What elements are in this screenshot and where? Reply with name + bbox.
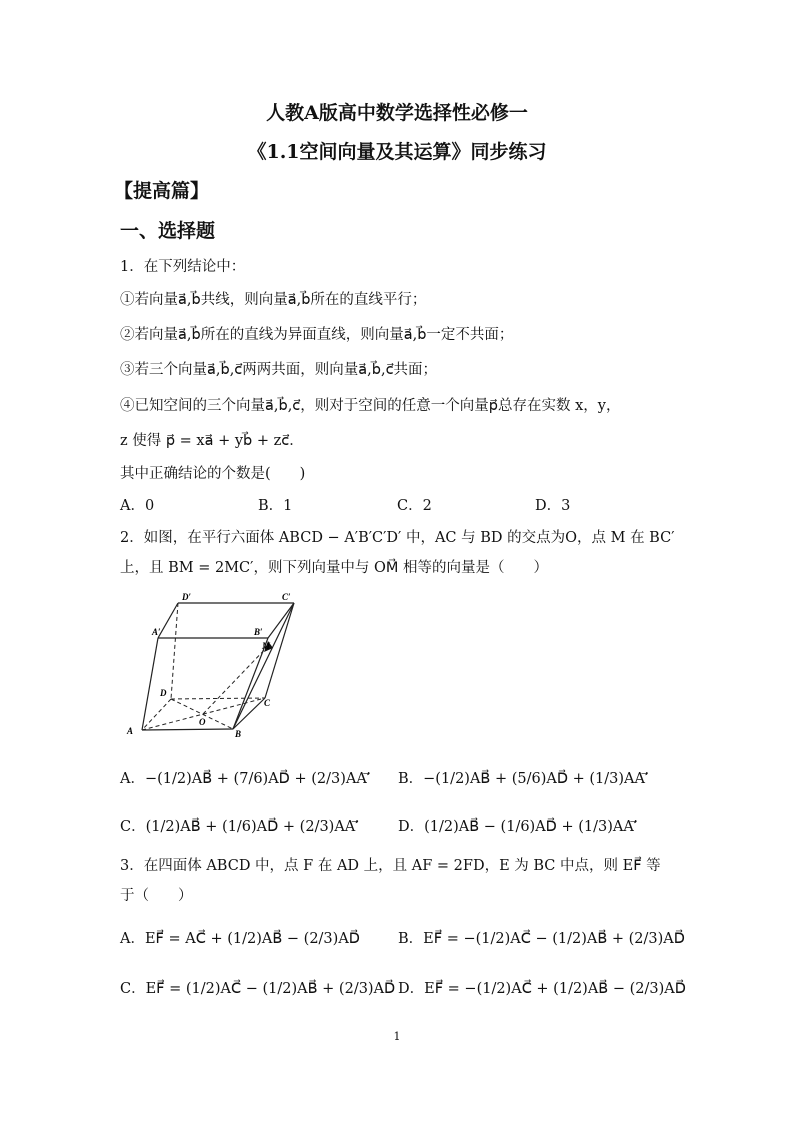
q3-option-d: D．EF⃗ = −(1/2)AC⃗ + (1/2)AB⃗ − (2/3)AD⃗	[398, 981, 686, 997]
fig-label-b-prime: B′	[254, 627, 263, 637]
q1-option-b: B．1	[258, 498, 293, 514]
section-level-heading: 【提高篇】	[114, 180, 210, 202]
fig-label-a: A	[127, 726, 134, 736]
q1-option-a: A．0	[120, 498, 155, 514]
q3-line-1: 3．在四面体 ABCD 中，点 F 在 AD 上，且 AF = 2FD，E 为 BC 中点，则 EF⃗ 等	[120, 858, 661, 874]
q1-statement-1: ①若向量a⃗,b⃗共线，则向量a⃗,b⃗所在的直线平行；	[120, 292, 427, 308]
q2-line-2: 上，且 BM = 2MC′，则下列向量中与 OM⃗ 相等的向量是（ ）	[120, 560, 549, 576]
q1-option-d: D．3	[535, 498, 571, 514]
q1-option-c: C．2	[397, 498, 432, 514]
q1-statement-3: ③若三个向量a⃗,b⃗,c⃗两两共面，则向量a⃗,b⃗,c⃗共面；	[120, 362, 438, 378]
q2-option-a: A．−(1/2)AB⃗ + (7/6)AD⃗ + (2/3)AA′⃗	[120, 771, 371, 787]
fig-label-d: D	[160, 688, 167, 698]
q3-line-2: 于（ ）	[120, 888, 193, 904]
q1-question: 其中正确结论的个数是( )	[120, 466, 306, 482]
fig-label-b: B	[235, 729, 242, 739]
q1-stem: 1．在下列结论中：	[120, 259, 246, 275]
fig-label-c: C	[264, 698, 271, 708]
fig-label-c-prime: C′	[282, 592, 291, 602]
q2-option-b: B．−(1/2)AB⃗ + (5/6)AD⃗ + (1/3)AA′⃗	[398, 771, 649, 787]
fig-label-d-prime: D′	[182, 592, 192, 602]
q3-option-c: C．EF⃗ = (1/2)AC⃗ − (1/2)AB⃗ + (2/3)AD⃗	[120, 981, 396, 997]
page-number: 1	[393, 1030, 401, 1043]
q1-statement-4b: z 使得 p⃗ = xa⃗ + yb⃗ + zc⃗．	[120, 433, 304, 449]
document-title-line2: 《1.1空间向量及其运算》同步练习	[247, 141, 547, 163]
document-title-line1: 人教A版高中数学选择性必修一	[266, 102, 528, 124]
fig-label-a-prime: A′	[152, 627, 161, 637]
q2-line-1: 2．如图，在平行六面体 ABCD − A′B′C′D′ 中，AC 与 BD 的交点为O，点 M 在 BC′	[120, 530, 675, 546]
parallelepiped-figure	[118, 592, 308, 742]
section-heading-choice: 一、选择题	[120, 220, 216, 242]
fig-label-o: O	[199, 717, 206, 727]
fig-label-m: M	[262, 641, 271, 651]
q1-statement-4a: ④已知空间的三个向量a⃗,b⃗,c⃗，则对于空间的任意一个向量p⃗总存在实数 x，y，	[120, 398, 621, 414]
q1-statement-2: ②若向量a⃗,b⃗所在的直线为异面直线，则向量a⃗,b⃗一定不共面；	[120, 327, 514, 343]
q2-option-d: D．(1/2)AB⃗ − (1/6)AD⃗ + (1/3)AA′⃗	[398, 819, 638, 835]
q2-option-c: C．(1/2)AB⃗ + (1/6)AD⃗ + (2/3)AA′⃗	[120, 819, 359, 835]
q3-option-b: B．EF⃗ = −(1/2)AC⃗ − (1/2)AB⃗ + (2/3)AD⃗	[398, 931, 685, 947]
q3-option-a: A．EF⃗ = AC⃗ + (1/2)AB⃗ − (2/3)AD⃗	[120, 931, 360, 947]
